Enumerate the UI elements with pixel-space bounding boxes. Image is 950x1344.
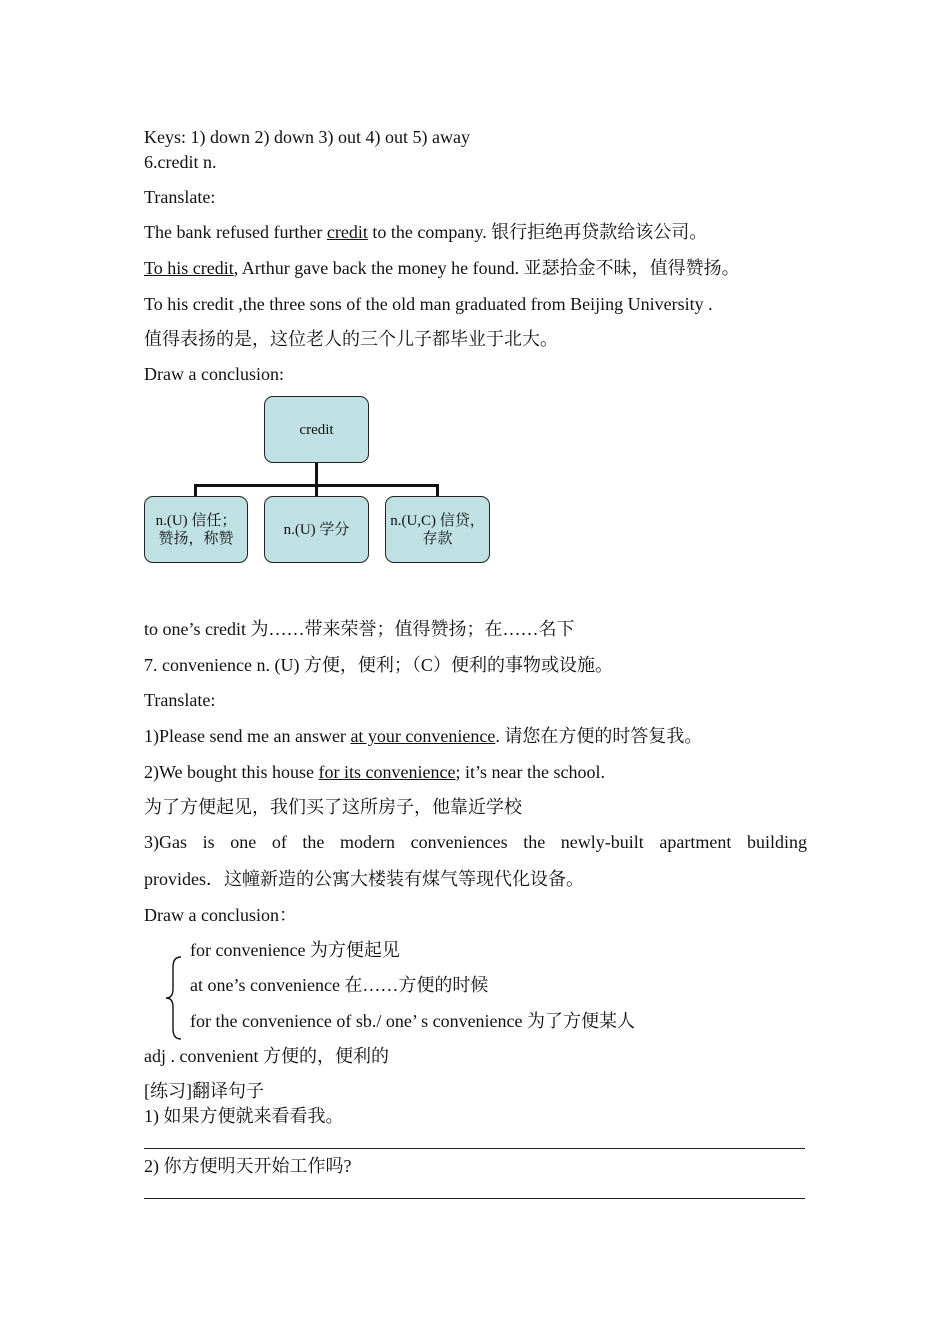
answer-line[interactable] xyxy=(144,1198,805,1199)
answer-line[interactable] xyxy=(144,1148,805,1149)
brace-item: for convenience 为方便起见 xyxy=(190,940,400,960)
text: The bank refused further xyxy=(144,222,327,242)
underlined-term: for its convenience xyxy=(318,762,456,782)
diagram-connector xyxy=(315,484,318,496)
underlined-term: at your convenience xyxy=(350,726,496,746)
text: 1)Please send me an answer xyxy=(144,726,351,746)
translate-label: Translate: xyxy=(144,187,216,207)
credit-heading: 6.credit n. xyxy=(144,152,217,172)
phrase-credit: to one’s credit 为……带来荣誉；值得赞扬；在……名下 xyxy=(144,619,575,639)
underlined-term: To his credit xyxy=(144,258,234,278)
practice-label: [练习]翻译句子 xyxy=(144,1081,264,1101)
text: . 请您在方便的时答复我。 xyxy=(495,726,703,746)
practice-question-1: 1) 如果方便就来看看我。 xyxy=(144,1106,344,1126)
diagram-connector xyxy=(436,484,439,496)
underlined-term: credit xyxy=(326,222,368,242)
diagram-child-node: n.(U) 学分 xyxy=(264,496,369,563)
convenience-example-1 xyxy=(144,725,702,747)
text: , Arthur gave back the money he found. 亚瑟拾金不昧，值得赞扬。 xyxy=(233,258,740,278)
adj-line: adj . convenient 方便的，便利的 xyxy=(144,1046,389,1066)
credit-example-1 xyxy=(144,221,707,243)
diagram-connector xyxy=(315,463,318,485)
convenience-example-3-line-2: provides．这幢新造的公寓大楼装有煤气等现代化设备。 xyxy=(144,869,584,889)
conclusion-label-2: Draw a conclusion： xyxy=(144,905,297,925)
text: 2)We bought this house xyxy=(144,762,319,782)
practice-question-2: 2) 你方便明天开始工作吗? xyxy=(144,1156,352,1176)
brace-item: for the convenience of sb./ one’ s convenience 为了方便某人 xyxy=(190,1011,636,1031)
diagram-connector xyxy=(194,484,197,496)
text: ; it’s near the school. xyxy=(455,762,605,782)
brace-item: at one’s convenience 在……方便的时候 xyxy=(190,975,489,995)
diagram-root-node: credit xyxy=(264,396,369,463)
credit-example-3-en: To his credit ,the three sons of the old man graduated from Beijing University . xyxy=(144,294,713,314)
convenience-example-2 xyxy=(144,761,605,783)
credit-example-3-cn: 值得表扬的是，这位老人的三个儿子都毕业于北大。 xyxy=(144,329,558,349)
convenience-example-2-cn: 为了方便起见，我们买了这所房子，他靠近学校 xyxy=(144,797,522,817)
translate-label-2: Translate: xyxy=(144,690,216,710)
keys-line: Keys: 1) down 2) down 3) out 4) out 5) away xyxy=(144,127,470,147)
left-brace-icon xyxy=(164,955,186,1041)
conclusion-label: Draw a conclusion: xyxy=(144,364,284,384)
convenience-heading: 7. convenience n. (U) 方便，便利；（C）便利的事物或设施。 xyxy=(144,655,613,675)
credit-example-2 xyxy=(144,257,740,279)
text: to the company. 银行拒绝再贷款给该公司。 xyxy=(367,222,708,242)
diagram-child-node: n.(U,C) 信贷，存款 xyxy=(385,496,490,563)
diagram-child-node: n.(U) 信任；赞扬，称赞 xyxy=(144,496,248,563)
convenience-example-3-line-1: 3)Gas is one of the modern conveniences the newly-built apartment building xyxy=(144,832,807,852)
